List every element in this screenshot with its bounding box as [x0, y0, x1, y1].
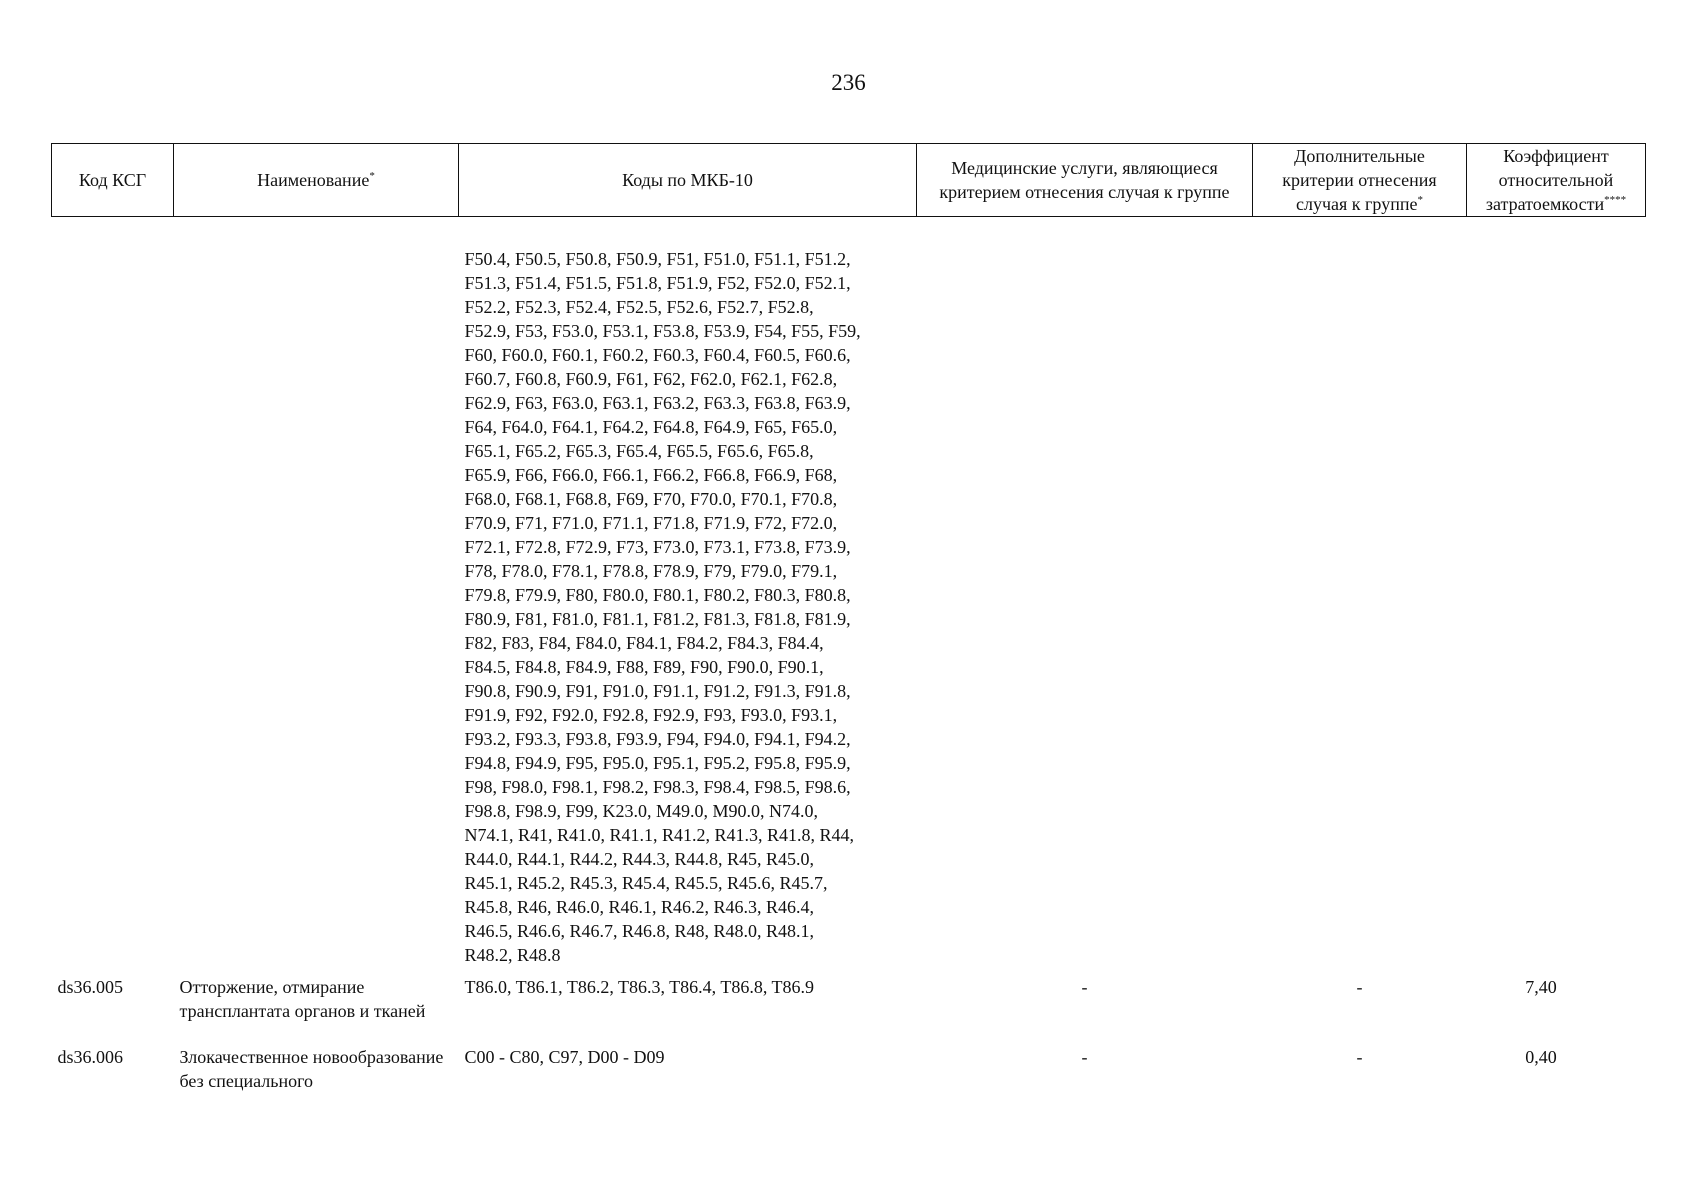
icd-code-line: F62.9, F63, F63.0, F63.1, F63.2, F63.3, F63.8, F63.9, — [464, 393, 851, 413]
row-icd-codes: C00 - C80, C97, D00 - D09 — [464, 1047, 665, 1067]
icd-code-line: F60, F60.0, F60.1, F60.2, F60.3, F60.4, F60.5, F60.6, — [464, 345, 851, 365]
header-code: Код КСГ — [52, 144, 174, 217]
row-name: Злокачественное новообразование без специального — [179, 1047, 444, 1091]
page-number: 236 — [831, 70, 866, 95]
icd-code-list — [465, 247, 915, 967]
header-coefficient: Коэффициент относительной затратоемкости**** — [1467, 144, 1646, 217]
header-coefficient-footnote-mark: **** — [1604, 194, 1627, 206]
continuation-row — [52, 217, 1646, 968]
icd-code-line: F51.3, F51.4, F51.5, F51.8, F51.9, F52, F52.0, F52.1, — [464, 273, 851, 293]
icd-code-line: R46.5, R46.6, R46.7, R46.8, R48, R48.0, R48.1, — [464, 921, 815, 941]
icd-code-line: R48.2, R48.8 — [464, 945, 561, 965]
header-name-footnote-mark: * — [369, 170, 375, 182]
icd-code-line: F68.0, F68.1, F68.8, F69, F70, F70.0, F70.1, F70.8, — [464, 489, 838, 509]
row-coefficient: 0,40 — [1525, 1047, 1557, 1067]
header-name: Наименование* — [174, 144, 459, 217]
icd-code-line: F91.9, F92, F92.0, F92.8, F92.9, F93, F93.0, F93.1, — [464, 705, 838, 725]
row-criteria: - — [1356, 977, 1363, 997]
table-row — [52, 1037, 1646, 1107]
icd-code-line: F70.9, F71, F71.0, F71.1, F71.8, F71.9, F72, F72.0, — [464, 513, 838, 533]
row-coefficient: 7,40 — [1525, 977, 1557, 997]
icd-code-line: F64, F64.0, F64.1, F64.2, F64.8, F64.9, F65, F65.0, — [464, 417, 838, 437]
row-icd-codes: T86.0, T86.1, T86.2, T86.3, T86.4, T86.8, T86.9 — [464, 977, 815, 997]
icd-code-line: N74.1, R41, R41.0, R41.1, R41.2, R41.3, R41.8, R44, — [464, 825, 855, 845]
header-services: Медицинские услуги, являющиеся критерием отнесения случая к группе — [917, 144, 1253, 217]
icd-code-line: F93.2, F93.3, F93.8, F93.9, F94, F94.0, F94.1, F94.2, — [464, 729, 851, 749]
table-header — [52, 144, 1646, 217]
icd-code-line: F72.1, F72.8, F72.9, F73, F73.0, F73.1, F73.8, F73.9, — [464, 537, 851, 557]
icd-code-line: F90.8, F90.9, F91, F91.0, F91.1, F91.2, F91.3, F91.8, — [464, 681, 851, 701]
icd-code-line: F80.9, F81, F81.0, F81.1, F81.2, F81.3, F81.8, F81.9, — [464, 609, 851, 629]
row-services: - — [1081, 1047, 1088, 1067]
row-services: - — [1081, 977, 1088, 997]
row-code: ds36.005 — [57, 977, 124, 997]
icd-code-line: F82, F83, F84, F84.0, F84.1, F84.2, F84.3, F84.4, — [464, 633, 824, 653]
row-name: Отторжение, отмирание трансплантата органов и тканей — [179, 977, 426, 1021]
continuation-icd-codes — [459, 217, 917, 968]
icd-code-line: F79.8, F79.9, F80, F80.0, F80.1, F80.2, F80.3, F80.8, — [464, 585, 851, 605]
header-criteria: Дополнительные критерии отнесения случая к группе* — [1253, 144, 1467, 217]
table-row — [52, 967, 1646, 1037]
icd-code-line: R45.8, R46, R46.0, R46.1, R46.2, R46.3, R46.4, — [464, 897, 815, 917]
icd-code-line: F52.9, F53, F53.0, F53.1, F53.8, F53.9, F54, F55, F59, — [464, 321, 861, 341]
header-criteria-footnote-mark: * — [1417, 194, 1423, 206]
icd-code-line: F78, F78.0, F78.1, F78.8, F78.9, F79, F79.0, F79.1, — [464, 561, 838, 581]
icd-code-line: F84.5, F84.8, F84.9, F88, F89, F90, F90.0, F90.1, — [464, 657, 824, 677]
icd-code-line: F52.2, F52.3, F52.4, F52.5, F52.6, F52.7, F52.8, — [464, 297, 814, 317]
icd-code-line: F50.4, F50.5, F50.8, F50.9, F51, F51.0, F51.1, F51.2, — [464, 249, 851, 269]
icd-code-line: F94.8, F94.9, F95, F95.0, F95.1, F95.2, F95.8, F95.9, — [464, 753, 851, 773]
icd-code-line: F60.7, F60.8, F60.9, F61, F62, F62.0, F62.1, F62.8, — [464, 369, 838, 389]
icd-code-line: R44.0, R44.1, R44.2, R44.3, R44.8, R45, R45.0, — [464, 849, 815, 869]
ksg-table — [51, 143, 1646, 1107]
header-icd-codes: Коды по МКБ-10 — [459, 144, 917, 217]
row-criteria: - — [1356, 1047, 1363, 1067]
icd-code-line: F65.1, F65.2, F65.3, F65.4, F65.5, F65.6, F65.8, — [464, 441, 814, 461]
icd-code-line: R45.1, R45.2, R45.3, R45.4, R45.5, R45.6, R45.7, — [464, 873, 828, 893]
icd-code-line: F65.9, F66, F66.0, F66.1, F66.2, F66.8, F66.9, F68, — [464, 465, 838, 485]
icd-code-line: F98.8, F98.9, F99, K23.0, M49.0, M90.0, N74.0, — [464, 801, 819, 821]
row-code: ds36.006 — [57, 1047, 124, 1067]
icd-code-line: F98, F98.0, F98.1, F98.2, F98.3, F98.4, F98.5, F98.6, — [464, 777, 851, 797]
